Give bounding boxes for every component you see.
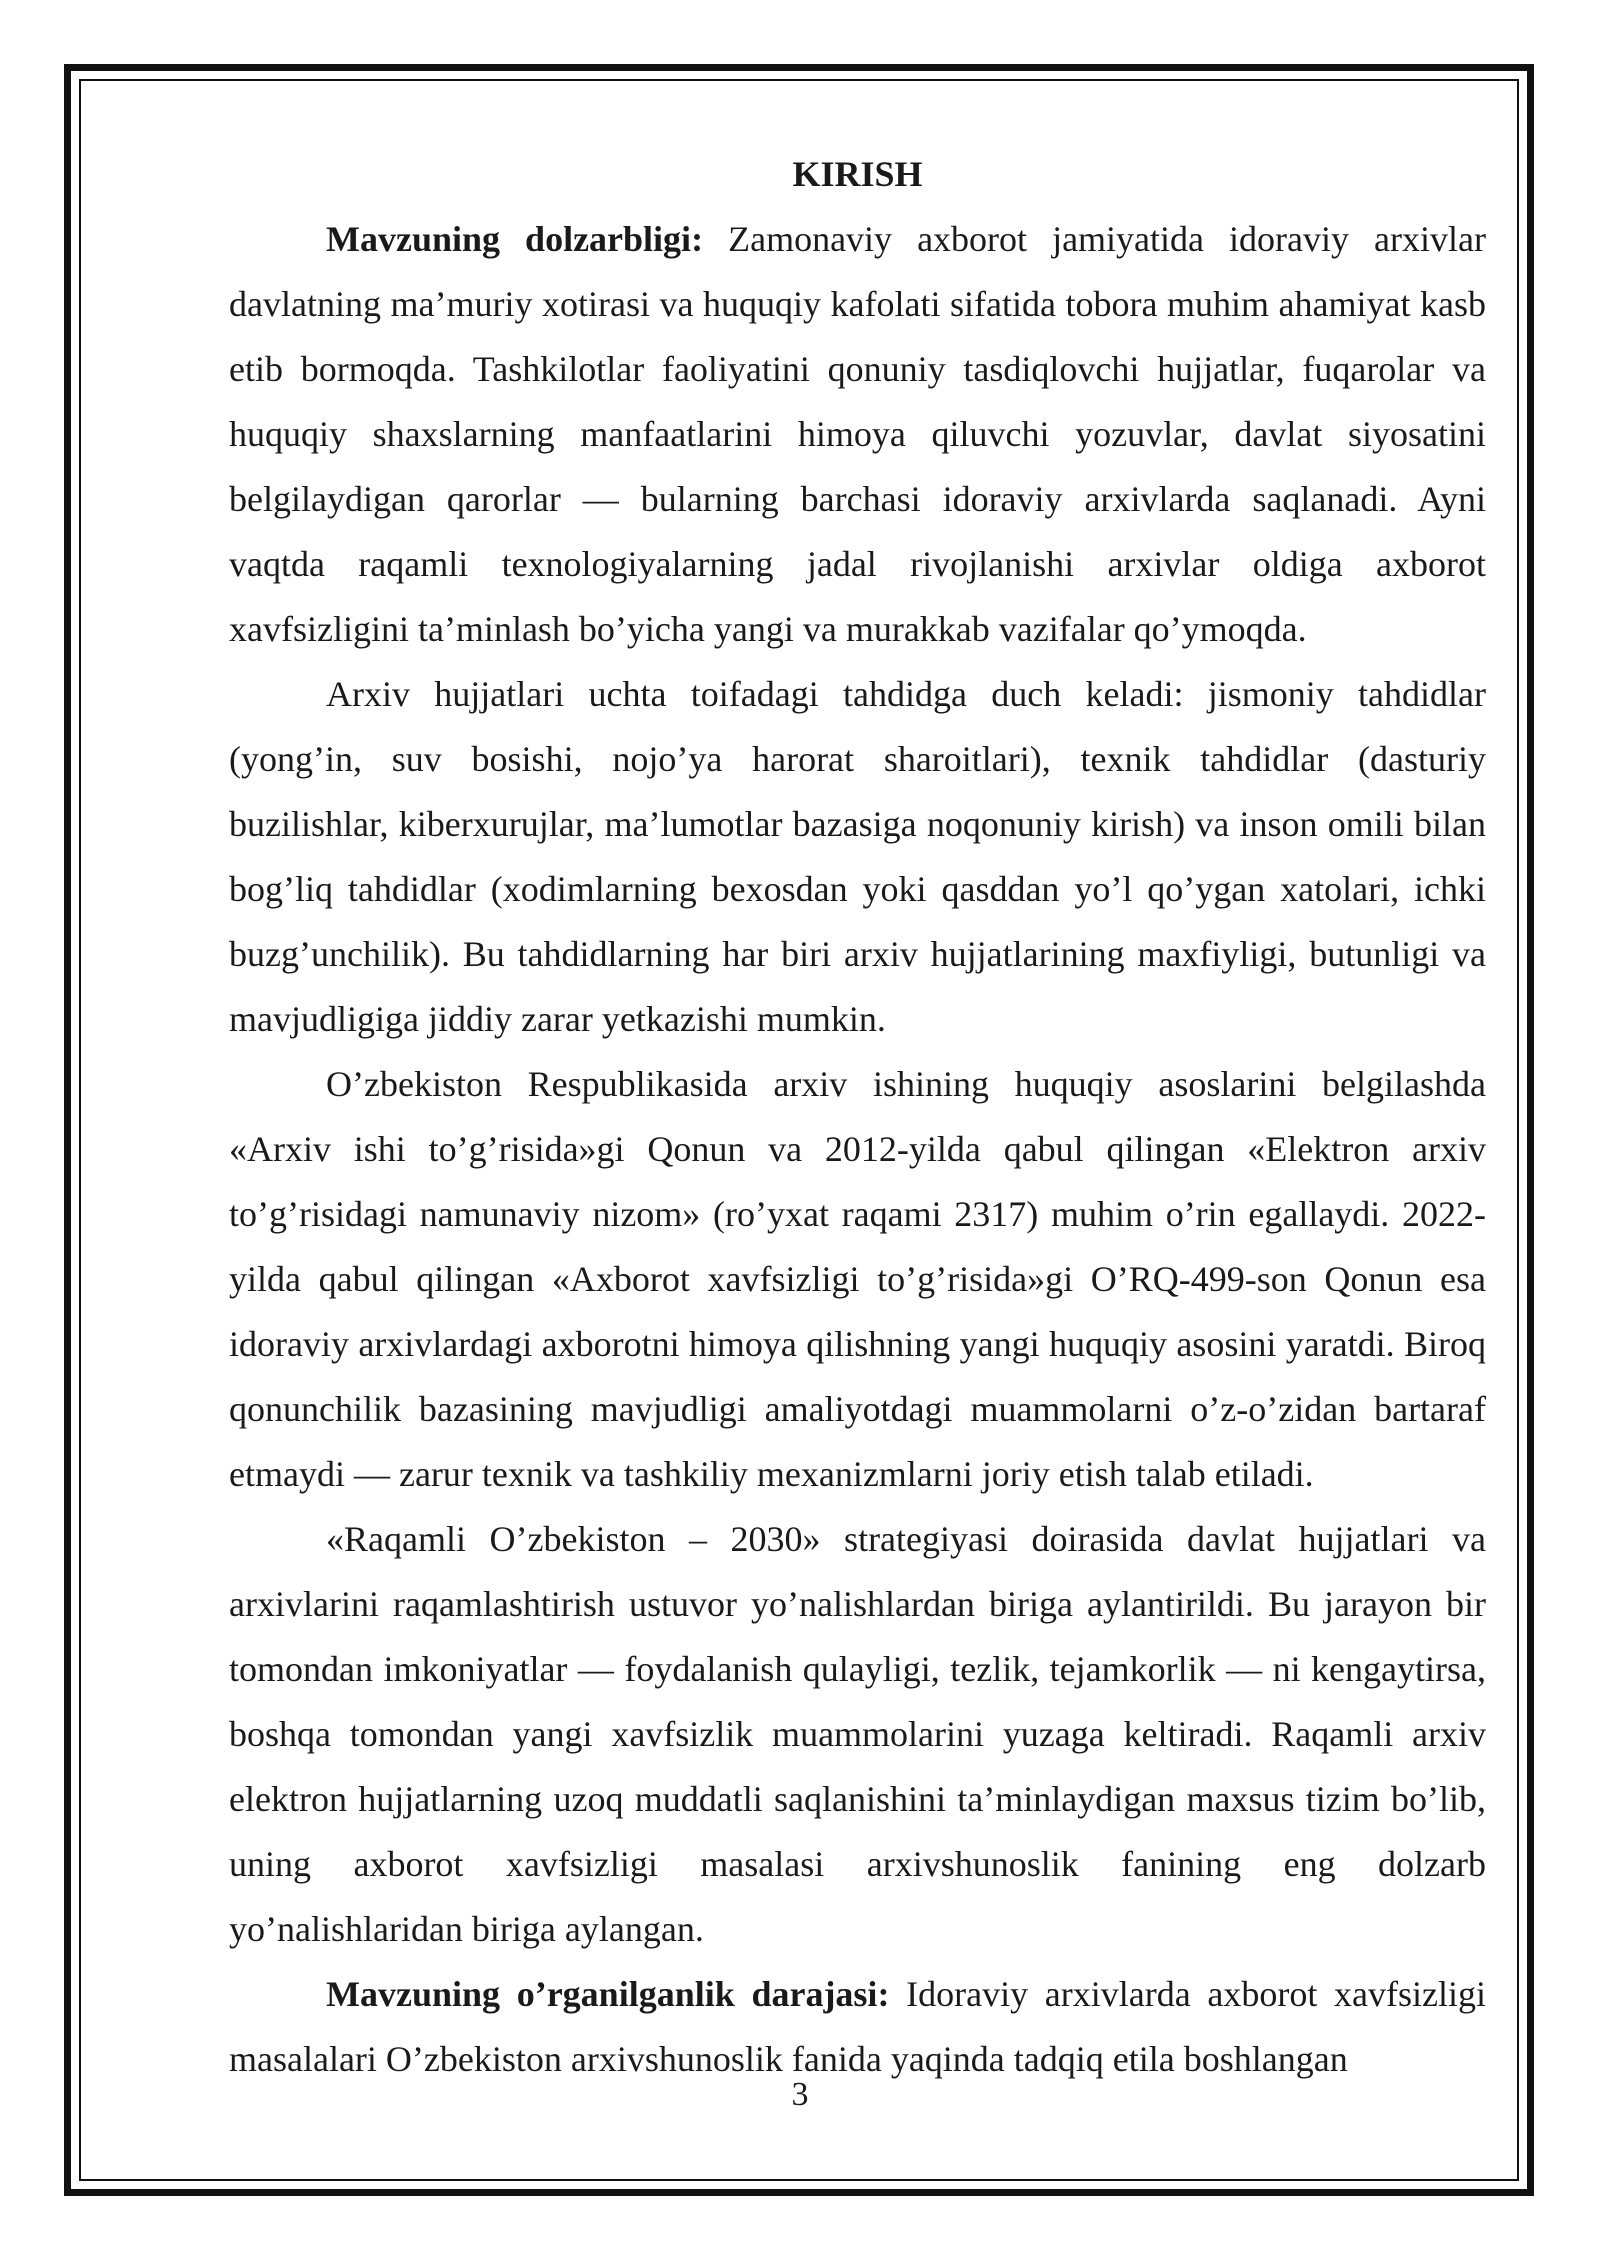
paragraph-lead-relevance: Mavzuning dolzarbligi:: [326, 219, 704, 259]
paragraph-legal-basis: [229, 1052, 1486, 1507]
paragraph-text-relevance: Zamonaviy axborot jamiyatida idoraviy arxivlar davlatning ma’muriy xotirasi va huquqiy kafolati sifatida tobora muhim ahamiyat kasb etib bormoqda. Tashkilotlar faoliyatini qonuniy tasdiqlovchi hujjatlar, fuqarolar va huquqiy shaxslarning manfaatlarini himoya qiluvchi yozuvlar, davlat siyosatini belgilaydigan qarorlar — bularning barchasi idoraviy arxivlarda saqlanadi. Ayni vaqtda raqamli texnologiyalarning jadal rivojlanishi arxivlar oldiga axborot xavfsizligini ta’minlash bo’yicha yangi va murakkab vazifalar qo’ymoqda.: [229, 219, 1486, 649]
section-title: KIRISH: [792, 154, 923, 194]
paragraph-text-legal-basis: O’zbekiston Respublikasida arxiv ishining huquqiy asoslarini belgilashda «Arxiv ishi to’g’risida»gi Qonun va 2012-yilda qabul qilingan «Elektron arxiv to’g’risidagi namunaviy nizom» (ro’yxat raqami 2317) muhim o’rin egallaydi. 2022-yilda qabul qilingan «Axborot xavfsizligi to’g’risida»gi O’RQ-499-son Qonun esa idoraviy arxivlardagi axborotni himoya qilishning yangi huquqiy asosini yaratdi. Biroq qonunchilik bazasining mavjudligi amaliyotdagi muammolarni o’z-o’zidan bartaraf etmaydi — zarur texnik va tashkiliy mexanizmlarni joriy etish talab etiladi.: [229, 1064, 1486, 1494]
page-content: [229, 142, 1486, 2092]
paragraph-text-study-level: Idoraviy arxivlarda axborot xavfsizligi masalalari O’zbekiston arxivshunoslik fanida yaqinda tadqiq etila boshlangan: [229, 1974, 1486, 2079]
paragraph-text-digital-strategy: «Raqamli O’zbekiston – 2030» strategiyasi doirasida davlat hujjatlari va arxivlarini raqamlashtirish ustuvor yo’nalishlardan biriga aylantirildi. Bu jarayon bir tomondan imkoniyatlar — foydalanish qulayligi, tezlik, tejamkorlik — ni kengaytirsa, boshqa tomondan yangi xavfsizlik muammolarini yuzaga keltiradi. Raqamli arxiv elektron hujjatlarning uzoq muddatli saqlanishini ta’minlaydigan maxsus tizim bo’lib, uning axborot xavfsizligi masalasi arxivshunoslik fanining eng dolzarb yo’nalishlaridan biriga aylangan.: [229, 1519, 1486, 1949]
paragraph-digital-strategy: [229, 1507, 1486, 1962]
paragraph-text-threats: Arxiv hujjatlari uchta toifadagi tahdidga duch keladi: jismoniy tahdidlar (yong’in, suv bosishi, nojo’ya harorat sharoitlari), texnik tahdidlar (dasturiy buzilishlar, kiberxurujlar, ma’lumotlar bazasiga noqonuniy kirish) va inson omili bilan bog’liq tahdidlar (xodimlarning bexosdan yoki qasddan yo’l qo’ygan xatolari, ichki buzg’unchilik). Bu tahdidlarning har biri arxiv hujjatlarining maxfiyligi, butunligi va mavjudligiga jiddiy zarar yetkazishi mumkin.: [229, 674, 1486, 1039]
paragraph-relevance: [229, 207, 1486, 662]
page-number: 3: [791, 2076, 809, 2113]
paragraph-lead-study-level: Mavzuning o’rganilganlik darajasi:: [326, 1974, 890, 2014]
paragraph-threats: [229, 662, 1486, 1052]
paragraph-study-level: [229, 1962, 1486, 2092]
